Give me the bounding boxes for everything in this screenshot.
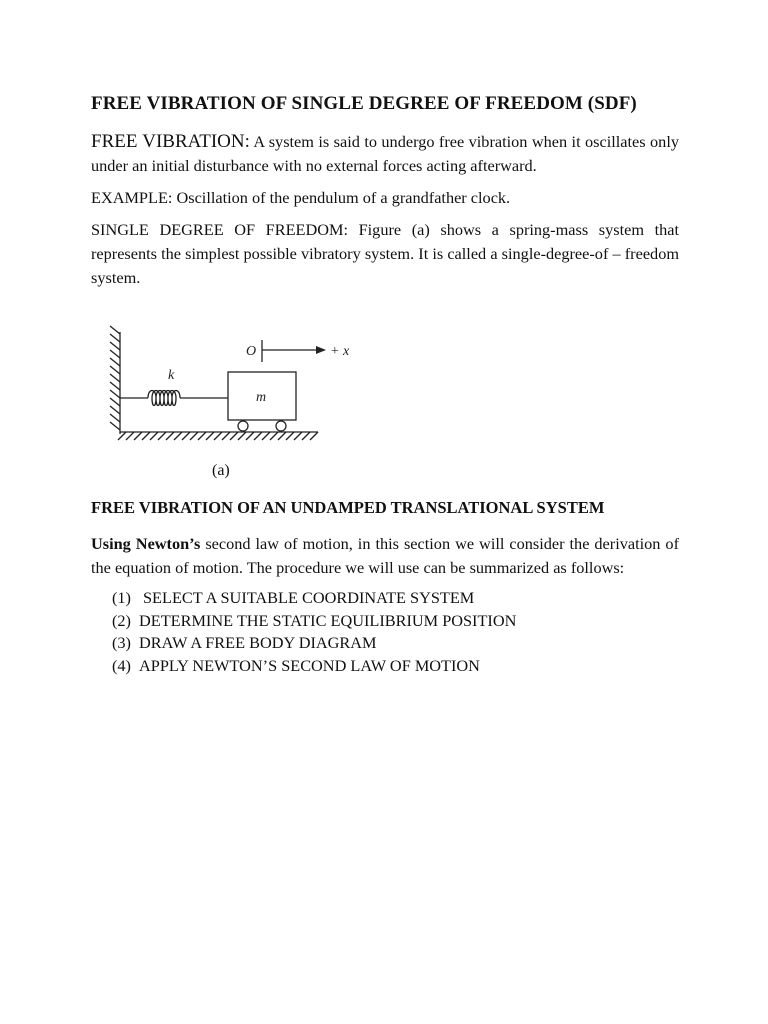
step-text: DETERMINE THE STATIC EQUILIBRIUM POSITION [139, 610, 517, 630]
x-axis-label: + x [330, 344, 350, 359]
wall [110, 326, 120, 434]
free-vibration-definition: A system is said to undergo free vibration when it oscillates only under an initial disturbance with no external forces acting afterward. [91, 132, 679, 175]
list-item [112, 610, 516, 633]
mass-label: m [256, 390, 267, 405]
newton-intro-paragraph [91, 532, 679, 580]
procedure-list [112, 587, 516, 677]
list-item [112, 655, 516, 678]
step-text: SELECT A SUITABLE COORDINATE SYSTEM [143, 588, 475, 607]
example-paragraph: EXAMPLE: Oscillation of the pendulum of a grandfather clock. [91, 188, 511, 207]
newton-intro-text: second law of motion, in this section we will consider the derivation of the equation of motion. The procedure we will use can be summarized as follows: [91, 534, 679, 577]
step-number: (1) [112, 588, 131, 607]
floor [118, 432, 318, 440]
free-vibration-term: FREE VIBRATION: [91, 131, 250, 152]
origin-label: O [246, 344, 257, 359]
x-arrowhead [316, 346, 326, 354]
list-item [112, 587, 516, 610]
step-number: (3) [112, 633, 131, 652]
page-title: FREE VIBRATION OF SINGLE DEGREE OF FREEDOM (SDF) [91, 93, 637, 114]
step-text: APPLY NEWTON’S SECOND LAW OF MOTION [139, 655, 480, 675]
wheel-right [276, 421, 286, 431]
newton-intro-bold: Using Newton’s [91, 534, 201, 553]
list-item [112, 632, 516, 655]
section-heading: FREE VIBRATION OF AN UNDAMPED TRANSLATIONAL SYSTEM [91, 498, 605, 517]
step-number: (2) [112, 610, 131, 630]
sdf-paragraph: SINGLE DEGREE OF FREEDOM: Figure (a) shows a spring-mass system that represents the simplest possible vibratory system. It is called a single-degree-of – freedom system. [91, 220, 679, 287]
figure-caption: (a) [212, 462, 230, 479]
spring [120, 391, 228, 406]
wheel-left [238, 421, 248, 431]
step-text: DRAW A FREE BODY DIAGRAM [139, 633, 377, 652]
spring-label: k [168, 368, 175, 383]
spring-mass-figure [96, 320, 366, 490]
spring-mass-diagram [96, 320, 366, 460]
free-vibration-paragraph [91, 130, 679, 178]
step-number: (4) [112, 655, 131, 675]
